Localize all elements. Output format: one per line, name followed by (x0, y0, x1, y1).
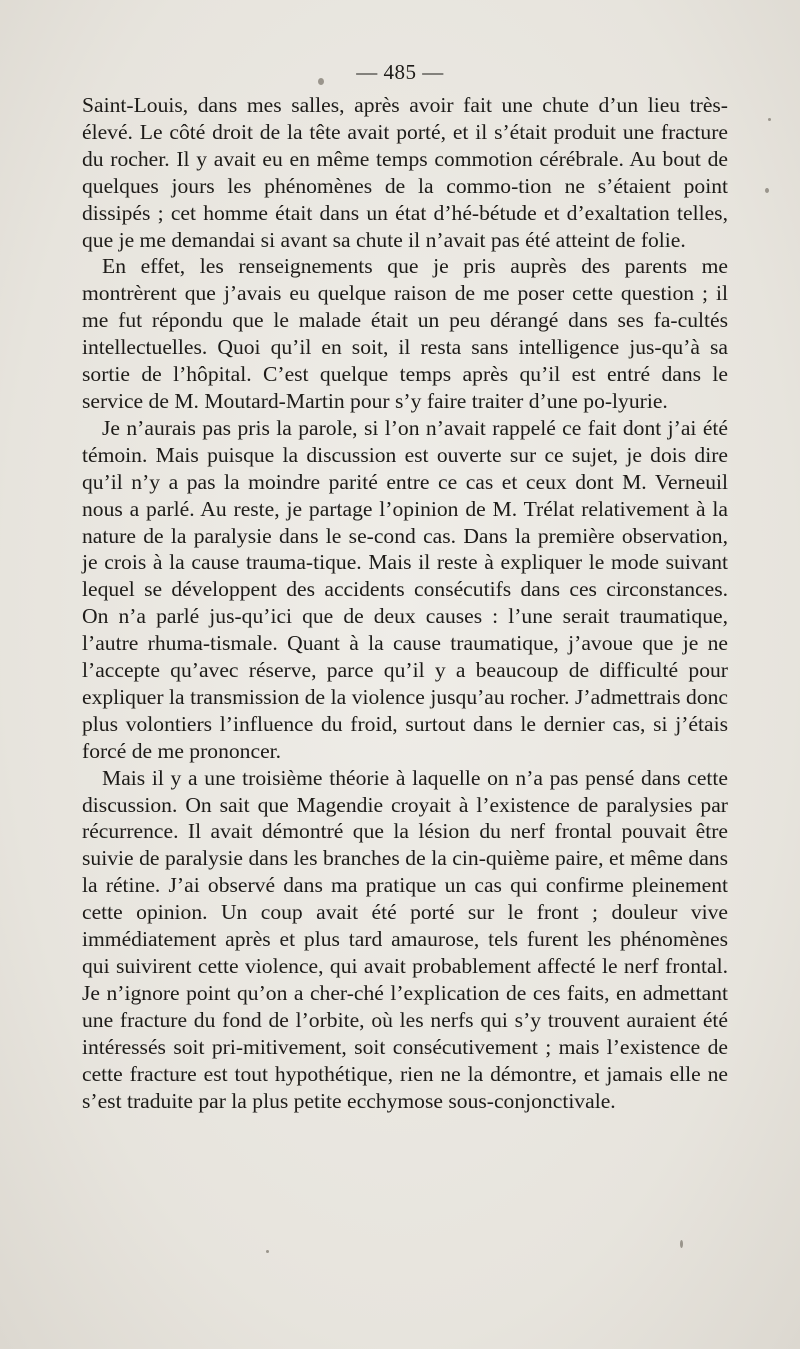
paragraph-2: En effet, les renseignements que je pris auprès des parents me montrèrent que j’avais eu quelque raison de me poser cette question ; il me fut répondu que le malade était un peu dérangé dans ses fa-cultés intellectuelles. Quoi qu’il en soit, il resta sans intelligence jus-qu’à sa sortie de l’hôpital. C’est quelque temps après qu’il est entré dans le service de M. Moutard-Martin pour s’y faire traiter d’une po-lyurie. (82, 254, 728, 413)
body-text (82, 92, 728, 1114)
ink-speck (765, 188, 769, 193)
paragraph-1: Saint-Louis, dans mes salles, après avoir fait une chute d’un lieu très-élevé. Le côté droit de la tête avait porté, et il s’était produit une fracture du rocher. Il y avait eu en même temps commotion cérébrale. Au bout de quelques jours les phénomènes de la commo-tion ne s’étaient point dissipés ; cet homme était dans un état d’hé-bétude et d’exaltation telles, que je me demandai si avant sa chute il n’avait pas été atteint de folie. (82, 93, 728, 252)
ink-speck (680, 1240, 683, 1248)
paragraph-3: Je n’aurais pas pris la parole, si l’on n’avait rappelé ce fait dont j’ai été témoin. Mais puisque la discussion est ouverte sur ce sujet, je dois dire qu’il n’y a pas la moindre parité entre ce cas et ceux dont M. Verneuil nous a parlé. Au reste, je partage l’opinion de M. Trélat relativement à la nature de la paralysie dans le se-cond cas. Dans la première observation, je crois à la cause trauma-tique. Mais il reste à expliquer le mode suivant lequel se développent des accidents consécutifs dans ces circonstances. On n’a parlé jus-qu’ici que de deux causes : l’une serait traumatique, l’autre rhuma-tismale. Quant à la cause traumatique, j’avoue que je ne l’accepte qu’avec réserve, parce qu’il y a beaucoup de difficulté pour expliquer la transmission de la violence jusqu’au rocher. J’admettrais donc plus volontiers l’influence du froid, surtout dans le dernier cas, si j’étais forcé de me prononcer. (82, 415, 728, 763)
paragraph-4: Mais il y a une troisième théorie à laquelle on n’a pas pensé dans cette discussion. On sait que Magendie croyait à l’existence de paralysies par récurrence. Il avait démontré que la lésion du nerf frontal pouvait être suivie de paralysie dans les branches de la cin-quième paire, et même dans la rétine. J’ai observé dans ma pratique un cas qui confirme pleinement cette opinion. Un coup avait été porté sur le front ; douleur vive immédiatement après et plus tard amaurose, tels furent les phénomènes qui suivirent cette violence, qui avait probablement affecté le nerf frontal. Je n’ignore point qu’on a cher-ché l’explication de ces faits, en admettant une fracture du fond de l’orbite, où les nerfs qui s’y trouvent auraient été intéressés soit pri-mitivement, soit consécutivement ; mais l’existence de cette fracture est tout hypothétique, rien ne la démontre, et jamais elle ne s’est traduite par la plus petite ecchymose sous-conjonctivale. (82, 765, 728, 1113)
ink-speck (318, 78, 324, 85)
ink-speck (266, 1250, 269, 1253)
ink-speck (768, 118, 771, 121)
page-number: — 485 — (356, 60, 444, 84)
